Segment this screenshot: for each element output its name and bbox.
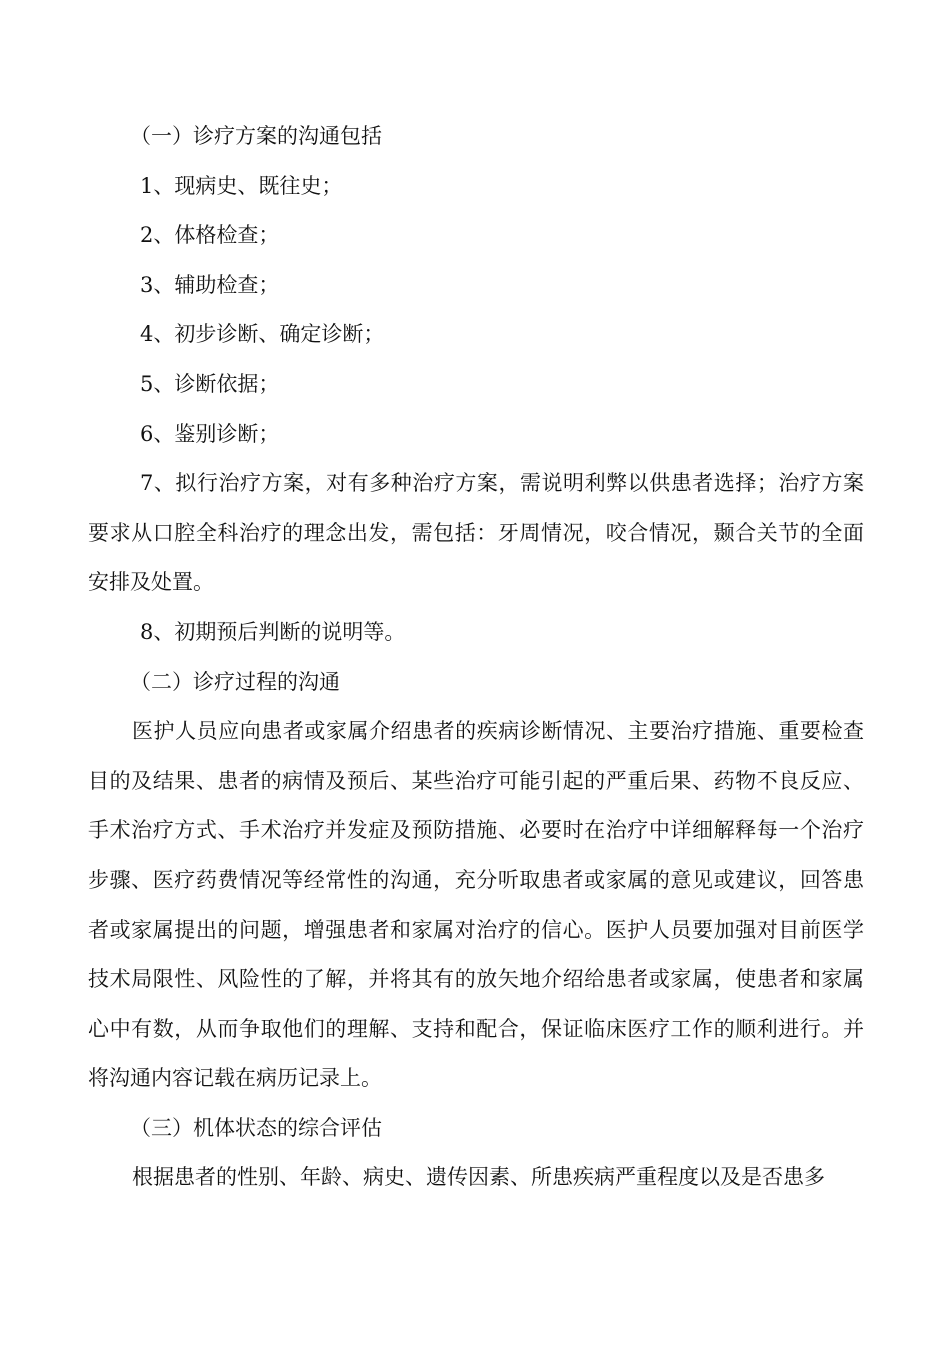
list-item-history: 1、现病史、既往史； [140,173,343,198]
section-heading-process-communication: （二）诊疗过程的沟通 [130,669,340,694]
list-item-physical-exam: 2、体格检查； [140,223,280,248]
section-heading-treatment-plan-communication: （一）诊疗方案的沟通包括 [130,124,382,148]
list-item-treatment-plan: 7、拟行治疗方案，对有多种治疗方案，需说明利弊以供患者选择；治疗方案要求从口腔全科治疗的理念出发，需包括：牙周情况，咬合情况，颞合关节的全面安排及处置。 [88,471,864,595]
paragraph-process-communication: 医护人员应向患者或家属介绍患者的疾病诊断情况、主要治疗措施、重要检查目的及结果、患者的病情及预后、某些治疗可能引起的严重后果、药物不良反应、手术治疗方式、手术治疗并发症及预防措施、必要时在治疗中详细解释每一个治疗步骤、医疗药费情况等经常性的沟通，充分听取患者或家属的意见或建议，回答患者或家属提出的问题，增强患者和家属对治疗的信心。医护人员要加强对目前医学技术局限性、风险性的了解，并将其有的放矢地介绍给患者或家属，使患者和家属心中有数，从而争取他们的理解、支持和配合，保证临床医疗工作的顺利进行。并将沟通内容记载在病历记录上。 [88,719,864,1091]
paragraph-body-state-assessment: 根据患者的性别、年龄、病史、遗传因素、所患疾病严重程度以及是否患多 [132,1165,825,1190]
section-heading-body-state-assessment: （三）机体状态的综合评估 [130,1115,382,1140]
list-item-differential-diagnosis: 6、鉴别诊断； [140,421,280,446]
document-body [88,112,864,1203]
list-item-diagnosis: 4、初步诊断、确定诊断； [140,322,385,347]
list-item-auxiliary-exam: 3、辅助检查； [140,272,280,297]
list-item-diagnostic-basis: 5、诊断依据； [140,371,280,396]
list-item-prognosis: 8、初期预后判断的说明等。 [140,619,406,644]
